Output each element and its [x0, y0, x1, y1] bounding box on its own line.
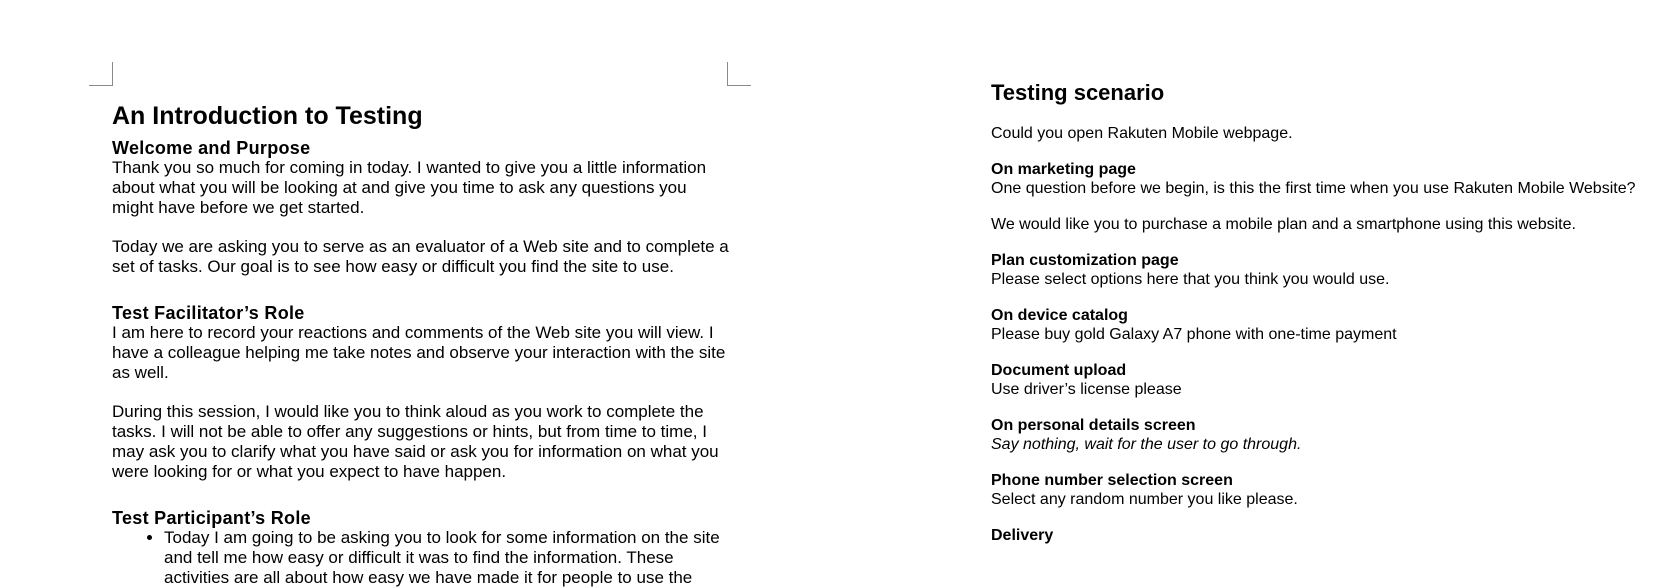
welcome-paragraph-2: Today we are asking you to serve as an evaluator of a Web site and to complete a set of tasks. Our goal is to see how easy or difficult you find the site to use.: [112, 237, 729, 276]
left-page: [112, 100, 732, 588]
crop-mark-top-right: [727, 62, 751, 86]
device-heading: On device catalog: [991, 307, 1128, 324]
welcome-heading: Welcome and Purpose: [112, 138, 311, 158]
personal-details-text: Say nothing, wait for the user to go through.: [991, 436, 1302, 453]
participant-heading: Test Participant’s Role: [112, 508, 311, 528]
purchase-text: We would like you to purchase a mobile plan and a smartphone using this website.: [991, 216, 1576, 233]
plan-heading: Plan customization page: [991, 252, 1179, 269]
facilitator-paragraph-1: I am here to record your reactions and comments of the Web site you will view. I have a colleague helping me take notes and observe your interaction with the site as well.: [112, 323, 726, 382]
upload-text: Use driver’s license please: [991, 381, 1182, 398]
personal-details-heading: On personal details screen: [991, 417, 1196, 434]
scenario-intro: Could you open Rakuten Mobile webpage.: [991, 125, 1293, 142]
plan-text: Please select options here that you think you would use.: [991, 271, 1390, 288]
welcome-paragraph-1: Thank you so much for coming in today. I wanted to give you a little information about what you will be looking at and give you time to ask any questions you might have before we get started.: [112, 158, 707, 217]
marketing-heading: On marketing page: [991, 161, 1136, 178]
participant-bullet-list: [112, 528, 732, 588]
upload-heading: Document upload: [991, 362, 1127, 379]
marketing-text: One question before we begin, is this the first time when you use Rakuten Mobile Website?: [991, 180, 1636, 197]
scenario-title: Testing scenario: [991, 80, 1165, 105]
facilitator-paragraph-2: During this session, I would like you to think aloud as you work to complete the tasks. I will not be able to offer any suggestions or hints, but from time to time, I may ask you to clarify what you have said or ask you for information on what you were looking for or what you expect to have happen.: [112, 402, 719, 481]
participant-bullet-item: • Today I am going to be asking you to look for some information on the site and tell me how easy or difficult it was to find the information. These activities are all about how easy we have made it for people to use the: [164, 528, 732, 588]
delivery-heading: Delivery: [991, 527, 1054, 544]
phone-selection-text: Select any random number you like please.: [991, 491, 1298, 508]
device-text: Please buy gold Galaxy A7 phone with one-time payment: [991, 326, 1397, 343]
phone-selection-heading: Phone number selection screen: [991, 472, 1233, 489]
right-page: [991, 78, 1651, 545]
crop-mark-top-left: [89, 62, 113, 86]
facilitator-heading: Test Facilitator’s Role: [112, 303, 305, 323]
document-title: An Introduction to Testing: [112, 102, 423, 130]
